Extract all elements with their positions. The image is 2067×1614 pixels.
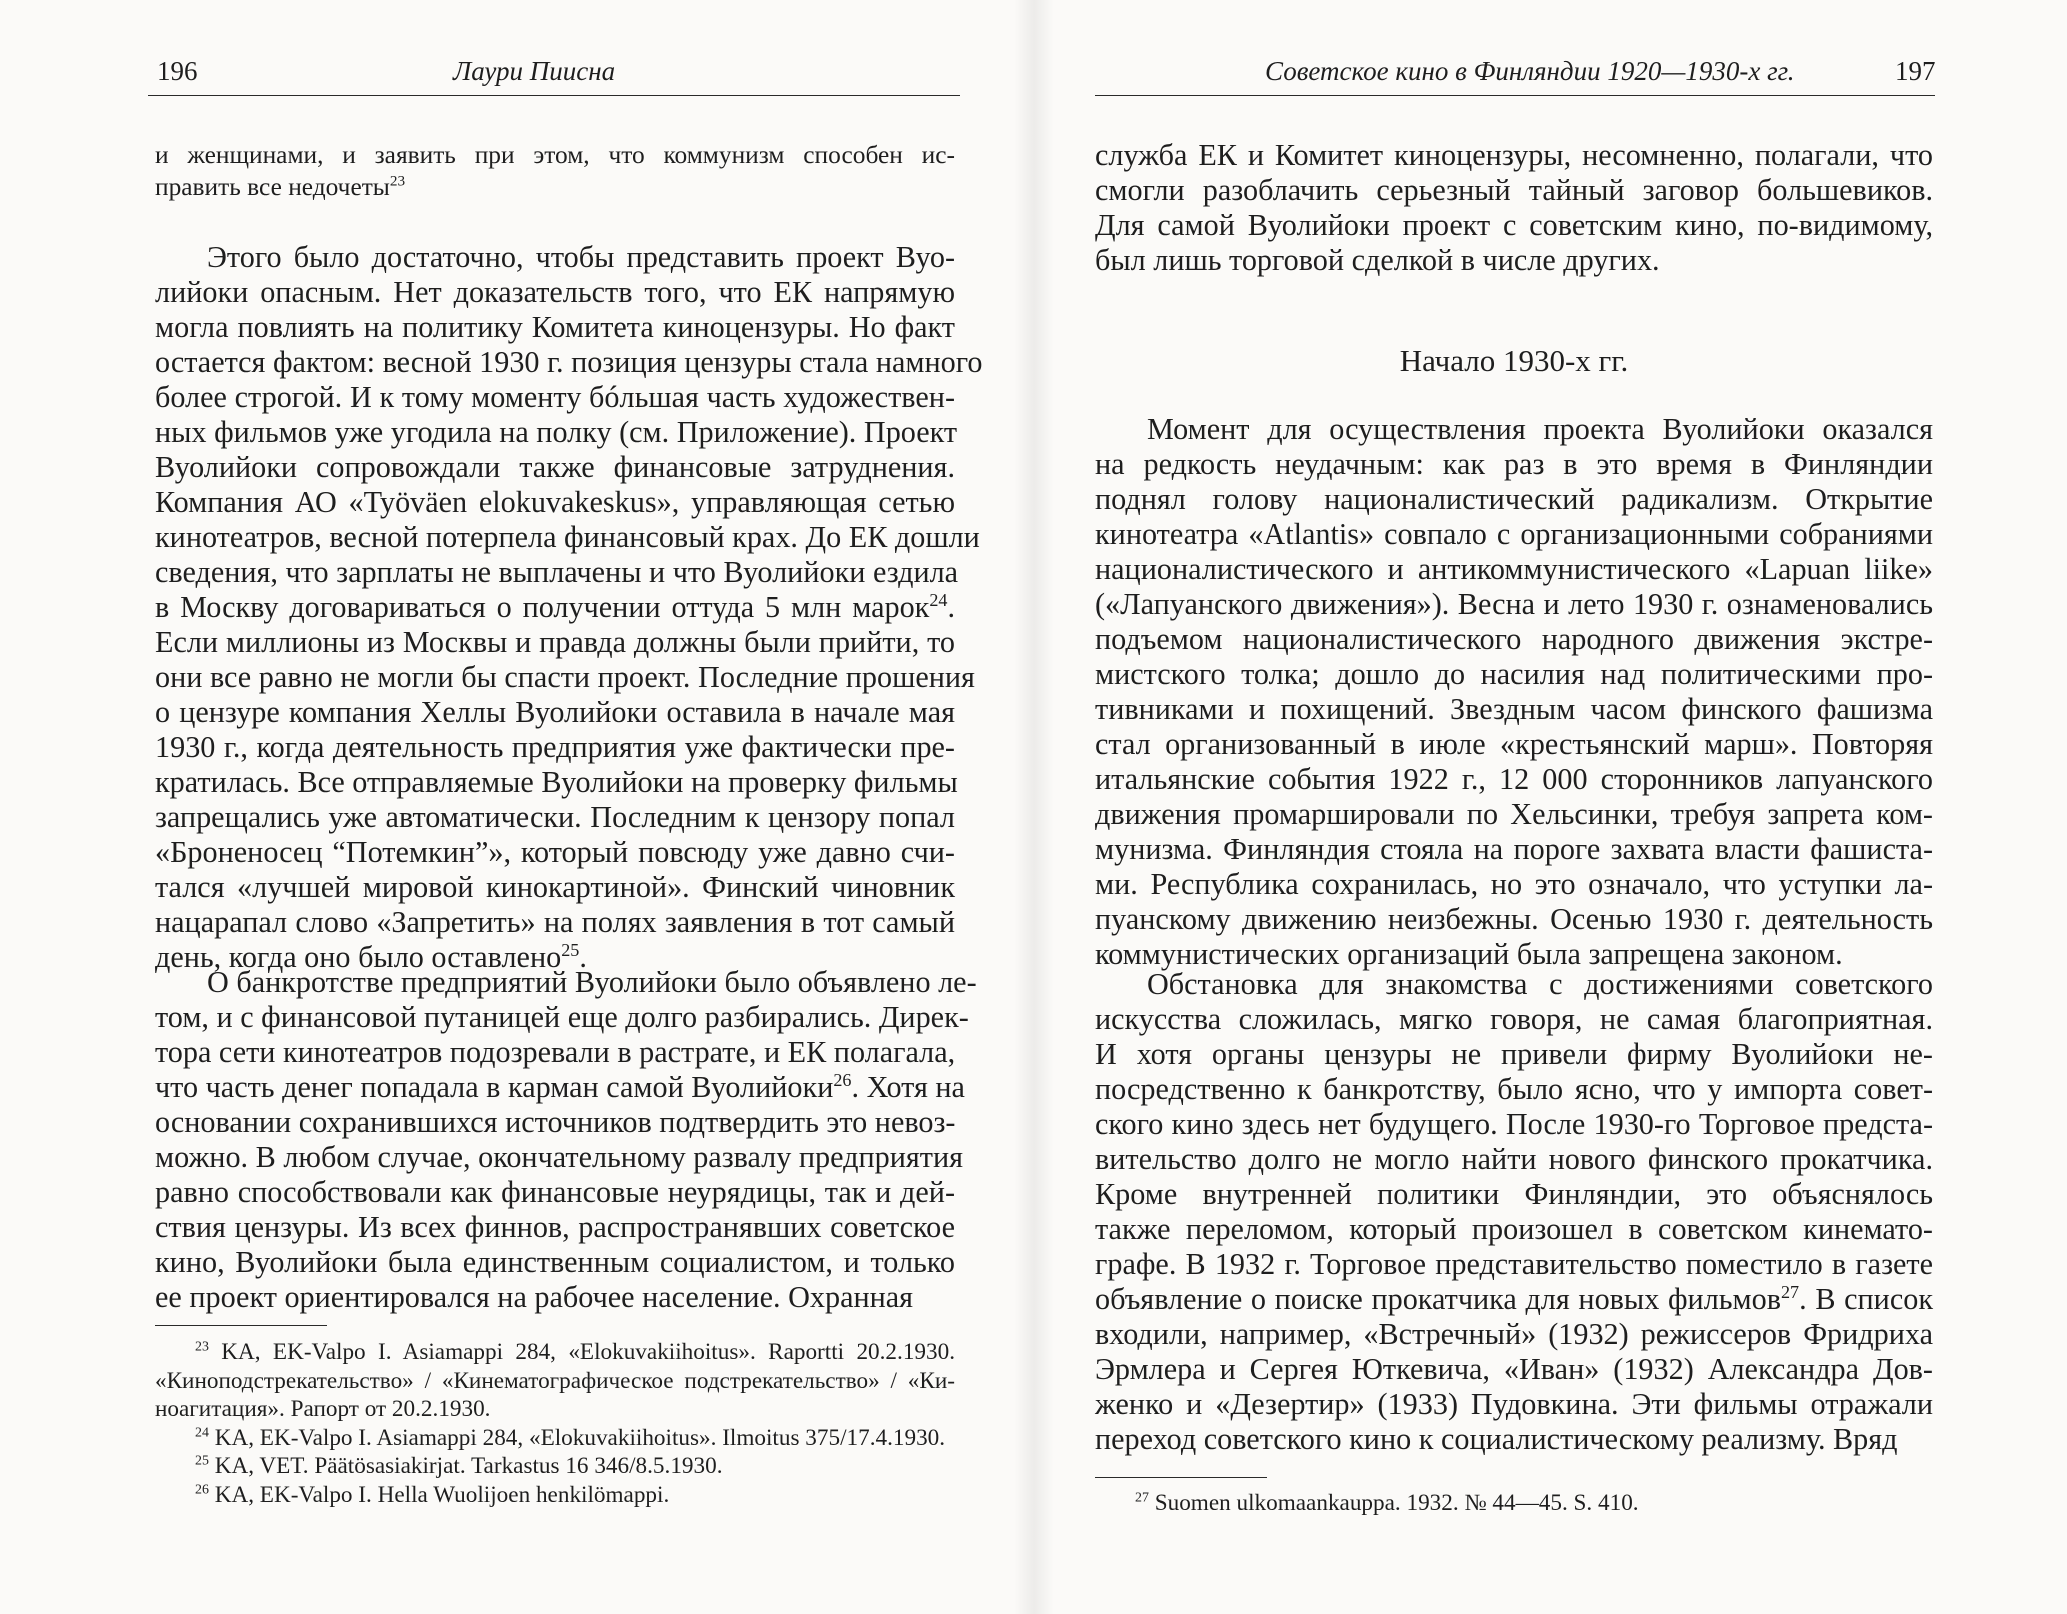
text-line bbox=[155, 345, 983, 380]
text-line bbox=[155, 730, 955, 765]
text-line-content: Если миллионы из Москвы и правда должны были прийти, то bbox=[155, 625, 955, 659]
text-line bbox=[155, 1000, 969, 1035]
footnote-ref: 27 bbox=[1780, 1281, 1800, 1302]
block-quote bbox=[155, 139, 955, 203]
text-line-content: о цензуре компания Хеллы Вуолийоки оставила в начале мая bbox=[155, 695, 955, 729]
text-line-content: смогли разоблачить серьезный тайный заговор большевиков. bbox=[1095, 173, 1933, 207]
text-line-content: ствия цензуры. Из всех финнов, распространявших советское bbox=[155, 1210, 955, 1244]
text-line-content: ее проект ориентировался на рабочее население. Охранная bbox=[155, 1280, 914, 1314]
text-line bbox=[155, 1140, 963, 1175]
text-line bbox=[155, 800, 955, 835]
text-line bbox=[1095, 867, 1933, 902]
text-line-content: объявление о поиске прокатчика для новых фильмов bbox=[1095, 1282, 1781, 1316]
footnote-rule bbox=[155, 1325, 327, 1326]
text-line: день, когда оно было оставлено$^{25}$. bbox=[155, 939, 587, 974]
text-line bbox=[1095, 1072, 1933, 1107]
text-line-content: остается фактом: весной 1930 г. позиция цензуры стала намного bbox=[155, 345, 983, 379]
text-line-content: в Москву договариваться о получении оттуда 5 млн марок bbox=[155, 590, 930, 624]
text-line-content: что часть денег попадала в карман самой Вуолийоки bbox=[155, 1070, 834, 1104]
footnotes bbox=[1095, 1489, 1933, 1518]
text-line bbox=[1095, 657, 1933, 692]
text-line bbox=[155, 1035, 955, 1070]
text-line bbox=[155, 835, 955, 870]
text-line bbox=[155, 905, 955, 940]
text-line-content: также переломом, который произошел в советском кинемато- bbox=[1095, 1212, 1933, 1246]
text-line-content: итальянские события 1922 г., 12 000 сторонников лапуанского bbox=[1095, 762, 1933, 796]
footnotes bbox=[155, 1338, 955, 1509]
text-line bbox=[155, 695, 955, 730]
text-line-tail: . Хотя на bbox=[851, 1070, 965, 1104]
text-line-content: Этого было достаточно, чтобы представить проект Вуо- bbox=[207, 240, 955, 274]
text-line bbox=[155, 310, 955, 345]
page-number: 196 bbox=[157, 56, 198, 86]
text-line bbox=[1095, 552, 1933, 587]
text-line bbox=[1095, 1212, 1933, 1247]
text-line-content: посредственно к банкротству, было ясно, что у импорта совет- bbox=[1095, 1072, 1933, 1106]
text-line bbox=[1095, 412, 1933, 447]
text-line-content: националистического и антикоммунистического «Lapuan liike» bbox=[1095, 552, 1933, 586]
text-line bbox=[1095, 208, 1933, 243]
text-line bbox=[155, 1175, 955, 1210]
text-line-content: более строгой. И к тому моменту бóльшая часть художествен- bbox=[155, 380, 955, 414]
text-line-content: сведения, что зарплаты не выплачены и что Вуолийоки ездила bbox=[155, 555, 959, 589]
footnote-ref: 26 bbox=[833, 1069, 852, 1090]
text-line-content: могла повлиять на политику Комитета киноцензуры. Но факт bbox=[155, 310, 955, 344]
text-line-content: Эрмлера и Сергея Юткевича, «Иван» (1932) Александра Дов- bbox=[1095, 1352, 1933, 1386]
text-line-content: основании сохранившихся источников подтвердить это невоз- bbox=[155, 1105, 956, 1139]
text-line bbox=[155, 1069, 965, 1105]
text-line bbox=[155, 520, 980, 555]
header-rule bbox=[1095, 95, 1935, 96]
text-line bbox=[155, 765, 958, 800]
text-line: в Москву договариваться о получении оттуда 5 млн марок$^{24}$. bbox=[155, 589, 955, 624]
footnote-text: Suomen ulkomaankauppa. 1932. № 44—45. S. 410. bbox=[1154, 1490, 1639, 1516]
footnote-line bbox=[155, 1424, 955, 1453]
text-line bbox=[1095, 173, 1933, 208]
text-line bbox=[1095, 902, 1933, 937]
text-line-content: Компания АО «Työväen elokuvakeskus», управляющая сетью bbox=[155, 485, 955, 519]
text-line bbox=[155, 1245, 955, 1280]
paragraph bbox=[1095, 138, 1933, 278]
text-line-content: мунизма. Финляндия стояла на пороге захвата власти фашиста- bbox=[1095, 832, 1933, 866]
footnote-rule bbox=[1095, 1477, 1267, 1478]
text-line bbox=[155, 240, 955, 275]
text-line-content: лийоки опасным. Нет доказательств того, что ЕК напрямую bbox=[155, 275, 955, 309]
footnote-text: KA, EK-Valpo I. Asiamappi 284, «Elokuvakiihoitus». Ilmoitus 375/17.4.1930. bbox=[214, 1424, 946, 1451]
text-line bbox=[1095, 1387, 1933, 1422]
text-line-content: можно. В любом случае, окончательному развалу предприятия bbox=[155, 1140, 963, 1174]
text-line bbox=[1095, 622, 1933, 657]
footnote-line bbox=[155, 1367, 955, 1396]
page-number: 197 bbox=[1895, 56, 1936, 86]
text-line-content: поднял голову националистический радикализм. Открытие bbox=[1095, 482, 1933, 516]
text-line-content: («Лапуанского движения»). Весна и лето 1930 г. ознаменовались bbox=[1095, 587, 1933, 621]
text-line-content: кратилась. Все отправляемые Вуолийоки на проверку фильмы bbox=[155, 765, 958, 799]
section-heading: Начало 1930-х гг. bbox=[1399, 343, 1629, 378]
text-line bbox=[155, 555, 959, 590]
text-line bbox=[1095, 1282, 1933, 1317]
text-line-content: переход советского кино к социалистическому реализму. Вряд bbox=[1095, 1422, 1898, 1456]
footnote-ref: 27 bbox=[1135, 1490, 1149, 1506]
text-line-content: ми. Республика сохранилась, но это означало, что уступки ла- bbox=[1095, 867, 1933, 901]
text-line-content: они все равно не могли бы спасти проект. Последние прошения bbox=[155, 660, 975, 694]
text-line-content: графе. В 1932 г. Торговое представительство поместило в газете bbox=[1095, 1247, 1933, 1281]
text-line-content: тался «лучшей мировой кинокартиной». Финский чиновник bbox=[155, 870, 955, 904]
footnote-line bbox=[155, 1481, 955, 1510]
text-line-content: был лишь торговой сделкой в числе других. bbox=[1095, 243, 1660, 277]
text-line bbox=[155, 380, 955, 415]
text-line-content: «Броненосец “Потемкин”», который повсюду уже давно счи- bbox=[155, 835, 955, 869]
footnote-text: KA, EK-Valpo I. Hella Wuolijoen henkilömappi. bbox=[214, 1481, 670, 1508]
text-line bbox=[155, 415, 958, 450]
text-line-content: женко и «Дезертир» (1933) Пудовкина. Эти фильмы отражали bbox=[1095, 1387, 1933, 1421]
text-line-content: том, и с финансовой путаницей еще долго разбирались. Дирек- bbox=[155, 1000, 969, 1034]
text-line-content: тивниками и похищений. Звездным часом финского фашизма bbox=[1095, 692, 1933, 726]
text-line bbox=[1095, 587, 1933, 622]
text-line-content: на редкость неудачным: как раз в это время в Финляндии bbox=[1095, 447, 1933, 481]
footnote-line bbox=[155, 1452, 955, 1481]
text-line bbox=[1095, 447, 1933, 482]
right-page bbox=[1030, 0, 2067, 1614]
text-line bbox=[1095, 1317, 1933, 1352]
footnote-ref: 25 bbox=[561, 939, 580, 960]
footnote-ref: 23 bbox=[195, 1339, 209, 1355]
text-line bbox=[155, 485, 955, 520]
text-line bbox=[155, 275, 955, 310]
footnote-text: KA, EK-Valpo I. Asiamappi 284, «Elokuvakiihoitus». Raportti 20.2.1930. bbox=[221, 1339, 955, 1365]
text-line-content: запрещались уже автоматически. Последним к цензору попал bbox=[155, 800, 955, 834]
text-line bbox=[155, 1210, 955, 1245]
paragraph bbox=[155, 240, 983, 975]
quote-line: править все недочеты$^{23}$ bbox=[155, 172, 406, 201]
text-line-content: И хотя органы цензуры не привели фирму Вуолийоки не- bbox=[1095, 1037, 1933, 1071]
text-line-content: день, когда оно было оставлено bbox=[155, 940, 562, 974]
footnote-line bbox=[155, 1338, 955, 1367]
text-line-content: служба ЕК и Комитет киноцензуры, несомненно, полагали, что bbox=[1095, 138, 1933, 172]
text-line bbox=[155, 965, 977, 1000]
footnote-line bbox=[1095, 1489, 1933, 1518]
text-line bbox=[155, 870, 955, 905]
text-line bbox=[1095, 517, 1933, 552]
text-line-content: ского кино здесь нет будущего. После 1930-го Торговое предста- bbox=[1095, 1107, 1933, 1141]
text-line bbox=[1095, 1142, 1933, 1177]
text-line bbox=[1095, 797, 1933, 832]
text-line-content: 1930 г., когда деятельность предприятия уже фактически пре- bbox=[155, 730, 955, 764]
text-line-content: Обстановка для знакомства с достижениями советского bbox=[1147, 967, 1933, 1001]
text-line-content: стал организованный в июле «крестьянский марш». Повторяя bbox=[1095, 727, 1933, 761]
text-line-content: Для самой Вуолийоки проект с советским кино, по-видимому, bbox=[1095, 208, 1933, 242]
text-line bbox=[155, 1280, 955, 1315]
quote-line: и женщинами, и заявить при этом, что коммунизм способен ис- bbox=[155, 141, 955, 169]
footnote-ref: 26 bbox=[195, 1481, 209, 1497]
paragraph bbox=[155, 965, 977, 1315]
text-line bbox=[1095, 1177, 1933, 1212]
footnote-text: «Киноподстрекательство» / «Кинематографическое подстрекательство» / «Ки- bbox=[155, 1367, 955, 1394]
footnote-ref: 24 bbox=[929, 589, 948, 610]
footnote-text: KA, VET. Päätösasiakirjat. Tarkastus 16 346/8.5.1930. bbox=[214, 1453, 723, 1479]
text-line-content: подъемом националистического народного движения экстре- bbox=[1095, 622, 1933, 656]
text-line-content: кинотеатра «Atlantis» совпало с организационными собраниями bbox=[1095, 517, 1933, 551]
paragraph bbox=[1095, 967, 1933, 1457]
text-line-content: кинотеатров, весной потерпела финансовый крах. До ЕК дошли bbox=[155, 520, 980, 554]
left-page bbox=[0, 0, 1030, 1614]
text-line bbox=[1095, 1002, 1933, 1037]
running-head: Лаури Пиисна bbox=[453, 56, 616, 86]
text-line bbox=[1095, 727, 1933, 762]
text-line bbox=[1095, 967, 1933, 1002]
text-line-content: тора сети кинотеатров подозревали в растрате, и ЕК полагала, bbox=[155, 1035, 956, 1069]
text-line bbox=[1095, 243, 1933, 278]
text-line-content: кино, Вуолийоки была единственным социалистом, и только bbox=[155, 1245, 955, 1279]
paragraph bbox=[1095, 412, 1933, 972]
running-head: Советское кино в Финляндии 1920—1930-х гг. bbox=[1265, 56, 1795, 86]
text-line-content: ных фильмов уже угодила на полку (см. Приложение). Проект bbox=[155, 415, 958, 449]
text-line bbox=[1095, 1352, 1933, 1387]
text-line bbox=[1095, 1247, 1933, 1282]
text-line bbox=[155, 1105, 955, 1140]
text-line bbox=[1095, 138, 1933, 173]
text-line-content: коммунистических организаций была запрещена законом. bbox=[1095, 937, 1843, 971]
text-line-content: вительство долго не могло найти нового финского прокатчика. bbox=[1095, 1142, 1933, 1176]
text-line-content: О банкротстве предприятий Вуолийоки было объявлено ле- bbox=[207, 965, 977, 999]
text-line bbox=[1095, 692, 1933, 727]
text-line-content: Вуолийоки сопровождали также финансовые затруднения. bbox=[155, 450, 955, 484]
footnote-text: ноагитация». Рапорт от 20.2.1930. bbox=[155, 1396, 491, 1422]
text-line bbox=[1095, 832, 1933, 867]
footnote-ref: 24 bbox=[195, 1424, 209, 1440]
text-line-content: движения промаршировали по Хельсинки, требуя запрета ком- bbox=[1095, 797, 1933, 831]
text-line bbox=[1095, 1422, 1933, 1457]
footnote-ref: 25 bbox=[195, 1453, 209, 1469]
text-line-content: пуанскому движению неизбежны. Осенью 1930 г. деятельность bbox=[1095, 902, 1933, 936]
text-line bbox=[1095, 482, 1933, 517]
text-line bbox=[155, 625, 955, 660]
header-rule bbox=[148, 95, 960, 96]
text-line-content: равно способствовали как финансовые неурядицы, так и дей- bbox=[155, 1175, 955, 1209]
footnote-ref: 23 bbox=[389, 172, 406, 190]
text-line bbox=[1095, 1037, 1933, 1072]
text-line bbox=[155, 450, 955, 485]
text-line-content: мистского толка; дошло до насилия над политическими про- bbox=[1095, 657, 1933, 691]
text-line-tail: . В список bbox=[1799, 1282, 1933, 1316]
text-line-content: входили, например, «Встречный» (1932) режиссеров Фридриха bbox=[1095, 1317, 1933, 1351]
footnote-line bbox=[155, 1395, 955, 1424]
text-line bbox=[155, 660, 975, 695]
text-line-content: Кроме внутренней политики Финляндии, это объяснялось bbox=[1095, 1177, 1933, 1211]
text-line-content: Момент для осуществления проекта Вуолийоки оказался bbox=[1147, 412, 1933, 446]
text-line-content: искусства сложилась, мягко говоря, не самая благоприятная. bbox=[1095, 1002, 1933, 1036]
text-line bbox=[1095, 762, 1933, 797]
text-line bbox=[1095, 1107, 1933, 1142]
text-line-content: нацарапал слово «Запретить» на полях заявления в тот самый bbox=[155, 905, 955, 939]
